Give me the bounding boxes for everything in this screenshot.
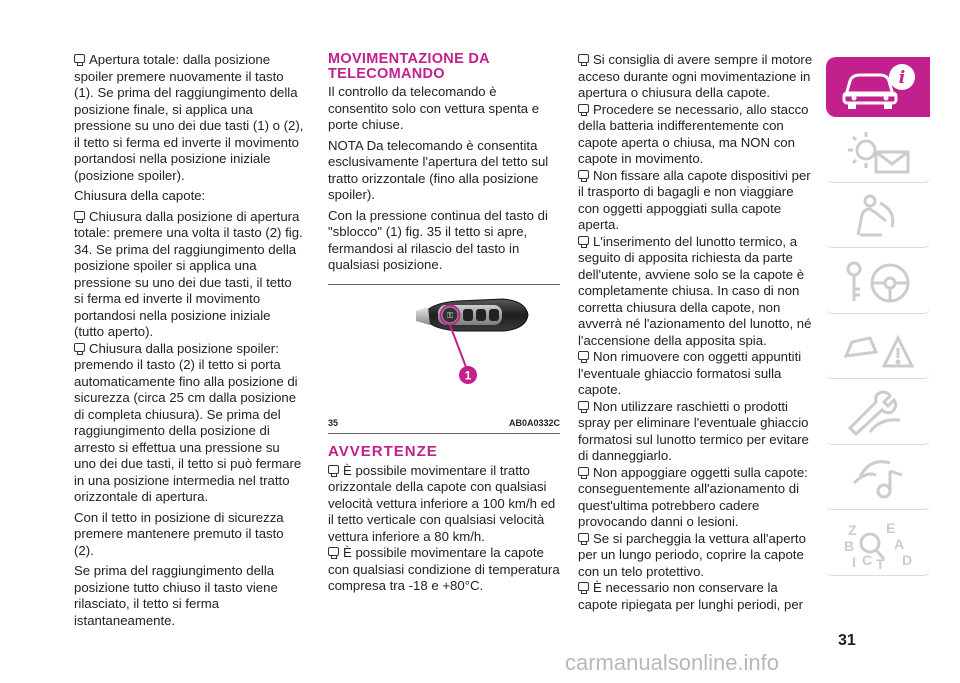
paragraph: Chiusura dalla posizione di apertura totale: premere una volta il tasto (2) fig. 34. Se prima del raggiungimento della posizione spoiler si applica una pressione su uno dei due tasti, il tetto si ferma ed inverte il movimento portandosi nella posizione iniziale (tutto aperto). <box>74 208 303 339</box>
section-heading: MOVIMENTAZIONE DA TELECOMANDO <box>328 51 490 82</box>
paragraph: È possibile movimentare il tratto orizzontale della capote con qualsiasi velocità vettura inferiore a 100 km/h ed il tetto verticale con qualsiasi velocità vettura inferiore a 80 km/h. <box>328 462 556 544</box>
index-letter: C <box>862 551 873 568</box>
paragraph: È possibile movimentare la capote con qualsiasi condizione di temperatura compresa tra -18 e +80°C. <box>328 545 560 593</box>
svg-text:i: i <box>898 68 906 88</box>
figure-caption <box>328 415 560 435</box>
list-item: Non fissare alla capote dispositivi per il trasporto di bagagli e non viaggiare con oggetti appoggiati sulla capote aperta. <box>578 167 811 232</box>
index-letter: Z <box>848 521 857 538</box>
bullet-icon <box>578 467 589 476</box>
index-letter: I <box>852 553 856 570</box>
paragraph: Apertura totale: dalla posizione spoiler premere nuovamente il tasto (1). Se prima del raggiungimento della posizione finale, si applica una pressione su uno dei due tasti (1) o (2), il tetto si ferma ed inverte il movimento portandosi nella posizione iniziale (posizione spoiler). <box>74 52 304 183</box>
list-item: Non utilizzare raschietti o prodotti spray per eliminare l'eventuale ghiaccio formatosi sul lunotto termico per evitare di danneggiarlo. <box>578 398 809 463</box>
paragraph: Chiusura dalla posizione spoiler: premendo il tasto (2) il tetto si porta automaticamente fino alla posizione di sicurezza (circa 25 cm dalla posizione di completa chiusura). Se prima del raggiungimento della posizione di arresto si effettua una pressione su uno dei due tasti, il tetto si può fermare in una posizione intermedia nel tratto orizzontale di apertura. <box>74 340 302 504</box>
bullet-icon <box>74 343 85 352</box>
tab-safety[interactable] <box>826 187 930 248</box>
column-middle <box>328 52 560 595</box>
paragraph: Con il tetto in posizione di sicurezza premere mantenere premuto il tasto (2). <box>74 509 284 558</box>
tab-maintenance[interactable] <box>826 384 930 445</box>
multimedia-music-icon <box>840 453 920 505</box>
alphabetical-index-icon <box>840 519 920 571</box>
watermark: carmanualsonline.info <box>565 650 780 675</box>
bullet-icon <box>578 401 589 410</box>
paragraph: NOTA Da telecomando è consentita esclusivamente l'apertura del tetto sul tratto orizzontale (fino alla posizione spoiler). <box>328 137 549 202</box>
chapter-sidebar <box>826 57 930 580</box>
list-item: Procedere se necessario, allo stacco della batteria indifferentemente con capote aperta o chiusa, ma NON con capote in movimento. <box>578 101 809 166</box>
paragraph: Se prima del raggiungimento della posizione tutto chiuso il tasto viene rilasciato, il tetto si ferma istantaneamente. <box>74 563 278 628</box>
bullet-icon <box>328 465 339 474</box>
page-number: 31 <box>838 632 856 649</box>
wrench-service-icon <box>840 388 920 440</box>
bullet-icon <box>578 351 589 360</box>
warning-title: AVVERTENZE <box>328 443 438 460</box>
list-item: Se si parcheggia la vettura all'aperto per un lungo periodo, coprire la capote con un telo protettivo. <box>578 530 806 579</box>
paragraph: Chiusura della capote: <box>74 188 206 203</box>
bullet-icon <box>578 104 589 113</box>
paragraph: Il controllo da telecomando è consentito solo con vettura spenta e porte chiuse. <box>328 84 540 132</box>
paragraph: Con la pressione continua del tasto di "sblocco" (1) fig. 35 il tetto si apre, fermandosi al rilascio del tasto in qualsiasi posizione. <box>328 207 548 272</box>
key-fob-illustration <box>328 285 560 415</box>
bullet-icon <box>578 533 589 542</box>
bullet-icon <box>74 54 85 63</box>
bullet-icon <box>578 582 589 591</box>
svg-text:⚿: ⚿ <box>446 310 454 320</box>
bullet-icon <box>578 170 589 179</box>
index-letter: D <box>902 551 913 568</box>
figure-code: AB0A0332C <box>508 417 560 428</box>
car-info-icon <box>840 61 920 113</box>
figure-number: 35 <box>328 417 339 428</box>
tab-warning-lights[interactable] <box>826 122 930 183</box>
index-letter: E <box>886 519 896 536</box>
column-left <box>74 52 304 629</box>
list-item: Non rimuovere con oggetti appuntiti l'eventuale ghiaccio formatosi sulla capote. <box>578 349 802 397</box>
index-letter: T <box>876 555 885 571</box>
tab-car-info[interactable] <box>826 57 930 117</box>
bullet-icon <box>328 547 339 556</box>
warning-lights-icon <box>840 126 920 178</box>
crash-triangle-icon <box>840 322 920 374</box>
tab-multimedia[interactable] <box>826 449 930 510</box>
steering-key-icon <box>840 257 920 309</box>
bullet-icon <box>578 236 589 245</box>
list-item: È necessario non conservare la capote ripiegata per lunghi periodi, per <box>578 580 804 612</box>
tab-index[interactable] <box>826 515 930 576</box>
tab-emergency[interactable] <box>826 318 930 379</box>
callout-label: 1 <box>464 368 472 382</box>
tab-starting-driving[interactable] <box>826 253 930 314</box>
column-right <box>578 52 816 613</box>
bullet-icon <box>578 54 589 63</box>
airbag-seat-icon <box>840 191 920 243</box>
list-item: Si consiglia di avere sempre il motore acceso durante ogni movimentazione in apertura o chiusura della capote. <box>578 52 813 100</box>
bullet-icon <box>74 211 85 220</box>
index-letter: A <box>894 535 905 552</box>
index-letter: B <box>844 537 855 554</box>
figure-key-fob <box>328 284 560 415</box>
list-item: Non appoggiare oggetti sulla capote: conseguentemente all'azionamento di quest'ultima potrebbero cadere provocando danni o lesioni. <box>578 464 808 529</box>
list-item: L'inserimento del lunotto termico, a seguito di apposita richiesta da parte dell'utente, avviene solo se la capote è completamente chiusa. In caso di non corretta chiusura della capote, non avverrà né l'azionamento del lunotto, né l'accensione della apposita spia. <box>578 233 812 348</box>
